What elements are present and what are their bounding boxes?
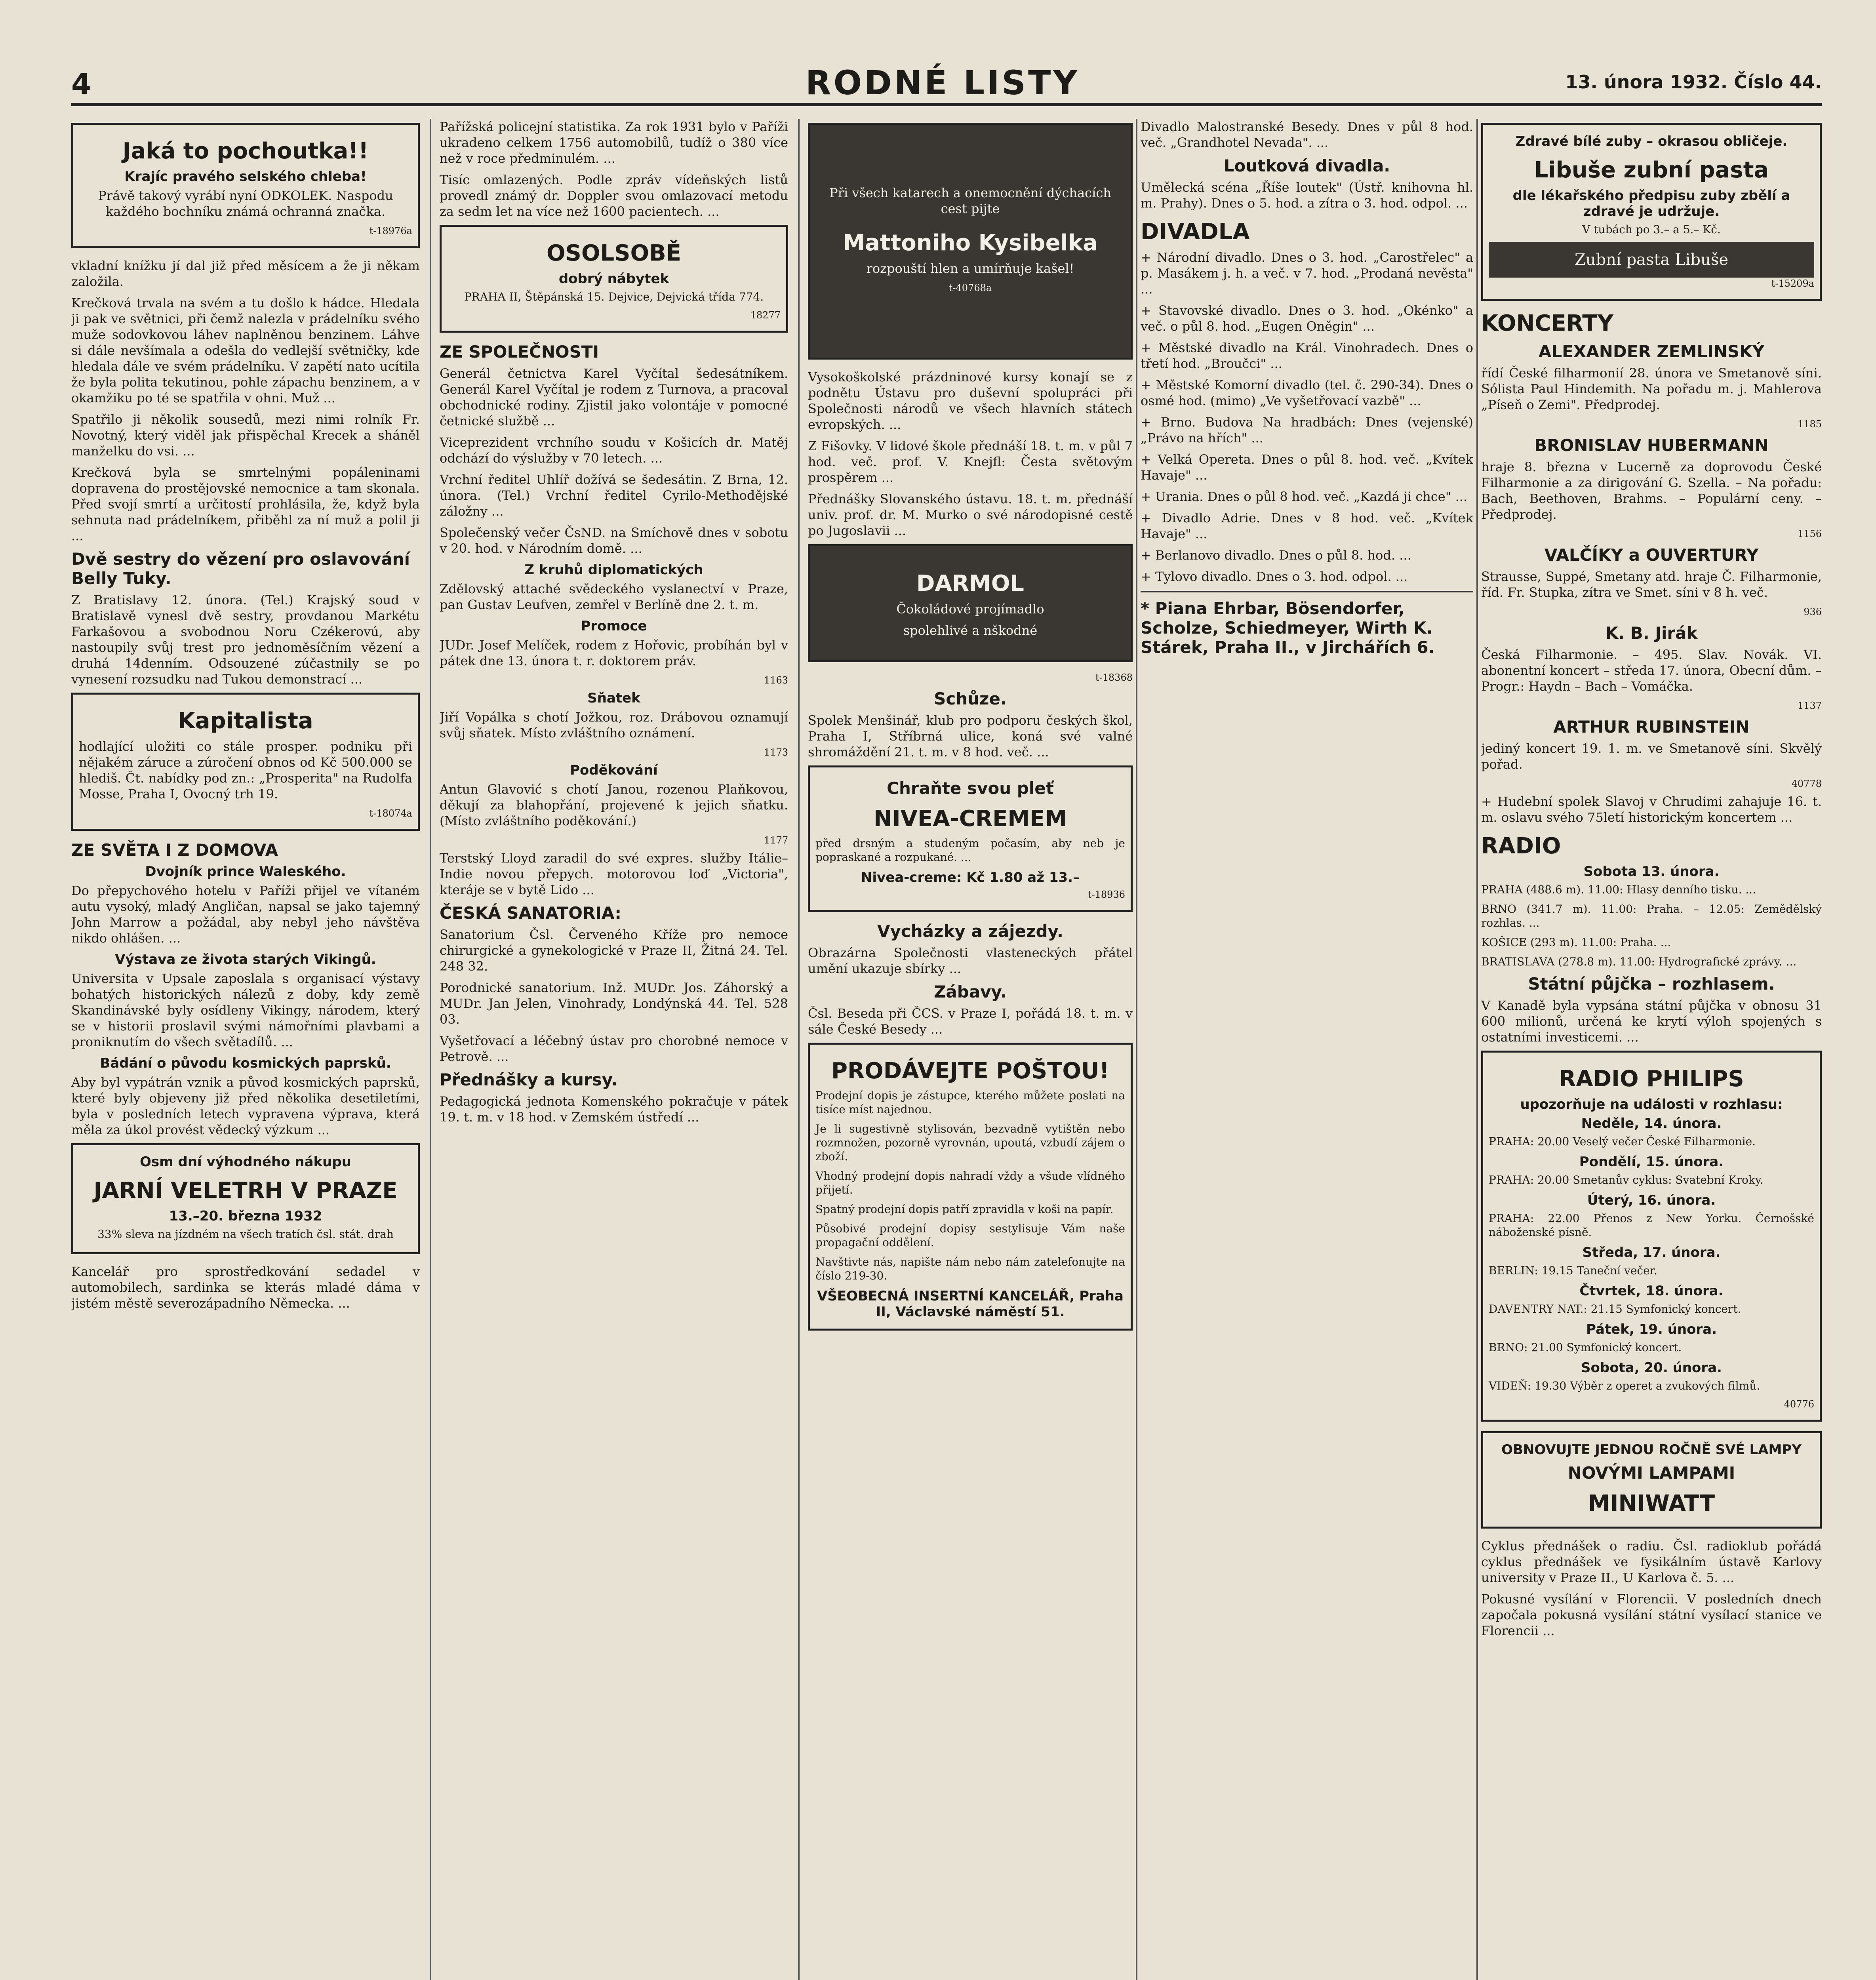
ad-line: spolehlivé a nškodné bbox=[903, 623, 1038, 638]
ad-title: DARMOL bbox=[916, 570, 1024, 596]
ad-code: 1156 bbox=[1797, 528, 1822, 539]
ad-code: t-18936 bbox=[1088, 889, 1125, 900]
article-text: Spatřilo ji několik sousedů, mezi nimi rolník Fr. Novotný, který viděl jak přispěchal Krecek a sháněl manželku do vsi. ... bbox=[71, 412, 420, 459]
concert-headline: ARTHUR RUBINSTEIN bbox=[1553, 717, 1750, 737]
ad-line: Spatný prodejní dopis patří zpravidla v koši na papír. bbox=[815, 1203, 1114, 1216]
article-text: + Městské Komorní divadlo (tel. č. 290-34). Dnes o osmé hod. (mimo) „Ve vyšetřovací vazbě" ... bbox=[1141, 377, 1473, 408]
ad-office: VŠEOBECNÁ INSERTNÍ KANCELÁŘ, Praha II, Václavské náměstí 51. bbox=[817, 1288, 1124, 1320]
ad-code: 936 bbox=[1804, 606, 1822, 617]
ad-body: Právě takový vyrábí nyní ODKOLEK. Naspodu každého bochníku známá ochranná značka. bbox=[98, 188, 393, 219]
mattoni-ad bbox=[808, 123, 1133, 360]
program-text: BERLIN: 19.15 Taneční večer. bbox=[1489, 1264, 1657, 1277]
ad-code: t-18368 bbox=[1095, 672, 1133, 683]
libuse-ad bbox=[1481, 123, 1822, 301]
article-text: Pařížská policejní statistika. Za rok 1931 bylo v Paříži ukradeno celkem 1756 automobilů, tudíž o 380 více než v roce předminulém. ... bbox=[440, 119, 788, 166]
article-text: Přednášky Slovanského ústavu. 18. t. m. přednáší univ. prof. dr. M. Murko o své národopisné cestě po Jugoslavii ... bbox=[808, 491, 1133, 538]
issue-date: 13. února 1932. Číslo 44. bbox=[1565, 71, 1822, 93]
nivea-ad bbox=[808, 765, 1133, 912]
column-3 bbox=[808, 119, 1133, 1980]
osolsobe-ad bbox=[440, 225, 788, 333]
article-text: Do přepychového hotelu v Paříži přijel ve vítaném autu vysoký, mladý Angličan, napsal se jako tajemný John Marrow a požádal, aby nebyl jeho návštěva nikdo ohlášen. ... bbox=[71, 883, 420, 946]
article-text: Zdělovský attaché svědeckého vyslanectví v Praze, pan Gustav Leufven, zemřel v Berlíně dne 2. t. m. bbox=[440, 581, 788, 612]
ad-code: 1163 bbox=[764, 675, 788, 686]
article-text: Universita v Upsale zaposlala s organisací výstavy bohatých historických nálezů z doby, kdy země Skandinávské byly osídleny Vikingy, národem, který se v historii proslavil svými námořními plavbami a proniknutím do všech světadílů. ... bbox=[71, 971, 420, 1049]
ad-line: Zdravé bílé zuby – okrasou obličeje. bbox=[1515, 133, 1788, 149]
concert-headline: K. B. Jirák bbox=[1605, 623, 1698, 643]
ad-line: Osm dní výhodného nákupu bbox=[140, 1154, 351, 1170]
column-divider bbox=[430, 119, 431, 1980]
article-text: + Divadlo Adrie. Dnes v 8 hod. več. „Kvítek Havaje" ... bbox=[1141, 510, 1473, 541]
article-text: + Velká Opereta. Dnes o půl 8. hod. več. „Kvítek Havaje" ... bbox=[1141, 452, 1473, 483]
ad-code: 1137 bbox=[1797, 700, 1822, 711]
ad-subtitle: Krajíc pravého selského chleba! bbox=[124, 169, 367, 185]
program-day: Středa, 17. února. bbox=[1582, 1245, 1721, 1260]
article-text: Kancelář pro sprostředkování sedadel v automobilech, sardinka se kterás mladé dáma v jistém městě severozápadního Německa. ... bbox=[71, 1264, 420, 1311]
ad-line: NOVÝMI LAMPAMI bbox=[1567, 1463, 1735, 1483]
concert-text: jediný koncert 19. 1. m. ve Smetanově síni. Skvělý pořad. bbox=[1481, 741, 1822, 772]
article-text: Spolek Menšinář, klub pro podporu českých škol, Praha I, Stříbrná ulice, koná své valné shromáždění 21. t. m. v 8 hod. več. ... bbox=[808, 713, 1133, 760]
radio-program: PRAHA (488.6 m). 11.00: Hlasy denního tisku. ... bbox=[1481, 883, 1756, 896]
article-headline: Výstava ze života starých Vikingů. bbox=[115, 952, 376, 967]
article-text: Společenský večer ČsND. na Smíchově dnes v sobotu v 20. hod. v Národním domě. ... bbox=[440, 525, 788, 556]
section-headline: Vycházky a zájezdy. bbox=[877, 921, 1064, 941]
ad-title: Mattoniho Kysibelka bbox=[843, 230, 1098, 256]
column-2 bbox=[440, 119, 788, 1980]
divider bbox=[1141, 591, 1473, 592]
ad-line: dle lékařského předpisu zuby zbělí a zdravé je udržuje. bbox=[1512, 188, 1790, 219]
program-text: BRNO: 21.00 Symfonický koncert. bbox=[1489, 1341, 1682, 1354]
article-text: + Urania. Dnes o půl 8 hod. več. „Kazdá ji chce" ... bbox=[1141, 489, 1468, 504]
article-text: Obrazárna Společnosti vlasteneckých přátel umění ukazuje sbírky ... bbox=[808, 945, 1133, 976]
article-text: Sanatorium Čsl. Červeného Kříže pro nemoce chirurgické a gynekologické v Praze II, Žitná 24. Tel. 248 32. bbox=[440, 927, 788, 974]
article-text: + Tylovo divadlo. Dnes o 3. hod. odpol. ... bbox=[1141, 569, 1408, 584]
ad-code: t-18976a bbox=[369, 225, 412, 236]
ad-price: Nivea-creme: Kč 1.80 až 13.– bbox=[861, 870, 1080, 885]
section-headline: KONCERTY bbox=[1481, 310, 1614, 336]
article-text: Z Bratislavy 12. února. (Tel.) Krajský soud v Bratislavě vynesl dvě sestry, provdanou Markétu Farkašovou a svobodnou Noru Czékerovú, aby nastoupily svůj trest pro jednoměsíčním vězení a druhá 14denním. Odsouzené zúčastnily se po vynesení rozsudku nad Tukou demonstrací ... bbox=[71, 592, 420, 687]
miniwatt-ad bbox=[1481, 1431, 1822, 1529]
ad-code: 1173 bbox=[764, 747, 788, 758]
section-subhead: Promoce bbox=[581, 618, 647, 634]
ad-line: OBNOVUJTE JEDNOU ROČNĚ SVÉ LAMPY bbox=[1501, 1442, 1802, 1458]
program-1 bbox=[1489, 1154, 1814, 1187]
ad-line: Navštivte nás, napište nám nebo nám zatelefonujte na číslo 219-30. bbox=[815, 1255, 1125, 1282]
article-text: Vysokoškolské prázdninové kursy konají se z podnětu Ústavu pro duševní spolupráci při Společnosti národů ve všech hlavních státech evropských. ... bbox=[808, 369, 1133, 432]
article-text: Cyklus přednášek o radiu. Čsl. radioklub pořádá cyklus přednášek ve fysikálním ústavě Karlovy university v Praze II., U Karlova č. 5. ... bbox=[1481, 1538, 1822, 1585]
ad-code: t-40768a bbox=[948, 282, 992, 293]
concert-text: Česká Filharmonie. – 495. Slav. Novák. VI. abonentní koncert – středa 17. února, Obecní dům. – Progr.: Haydn – Bach – Vomáčka. bbox=[1481, 647, 1822, 694]
ad-tag: dobrý nábytek bbox=[558, 271, 669, 287]
radio-program: KOŠICE (293 m). 11.00: Praha. ... bbox=[1481, 936, 1671, 949]
toothpaste-tube-icon bbox=[1489, 242, 1814, 278]
concert-text: řídí České filharmonií 28. února ve Smetanově síni. Sólista Paul Hindemith. Na pořadu m. j. Mahlerova „Píseň o Zemi". Předprodej. bbox=[1481, 366, 1822, 412]
article-text: V Kanadě byla vypsána státní půjčka v obnosu 31 600 milionů, určená ke krytí výloh spojených s ostatními investicemi. ... bbox=[1481, 998, 1822, 1045]
ad-code: 40776 bbox=[1784, 1399, 1814, 1410]
section-headline: ZE SPOLEČNOSTI bbox=[440, 342, 599, 362]
article-text: Viceprezident vrchního soudu v Košicích dr. Matěj odchází do výslužby v 70 letech. ... bbox=[440, 435, 788, 466]
article-text: Vrchní ředitel Uhlíř dožívá se šedesátin. Z Brna, 12. února. (Tel.) Vrchní ředitel Cyrilo-Methodějské záložny ... bbox=[440, 472, 788, 519]
column-divider bbox=[1476, 119, 1478, 1980]
piana-ad: * Piana Ehrbar, Bösendorfer, Scholze, Schiedmeyer, Wirth K. Stárek, Praha II., v Jirchářích 6. bbox=[1141, 599, 1435, 657]
ad-line: Čokoládové projímadlo bbox=[896, 601, 1044, 617]
article-text: Krečková trvala na svém a tu došlo k hádce. Hledala ji pak ve světnici, při čemž nalezla v prádelníku svého muže sodovkovou láhev naplněnou benzinem. Láhve si dále nevšímala a odešla do vedlejší světničky, kde hledala dále ve svém prádelníku. V zapětí nato ucítila že byla polita tekutinou, pohle zápachu benzinem, a v okamžiku po té se spatřila v ohni. Muž ... bbox=[71, 295, 420, 406]
program-day: Sobota, 20. února. bbox=[1581, 1360, 1722, 1376]
program-text: DAVENTRY NAT.: 21.15 Symfonický koncert. bbox=[1489, 1302, 1741, 1316]
darmol-ad bbox=[808, 544, 1133, 662]
article-text: Čsl. Beseda při ČCS. v Praze I, pořádá 18. t. m. v sále České Besedy ... bbox=[808, 1006, 1133, 1037]
ad-title: NIVEA-CREMEM bbox=[873, 806, 1067, 832]
section-subhead: Z kruhů diplomatických bbox=[524, 562, 703, 578]
ad-code: 18277 bbox=[750, 310, 781, 321]
ad-code: 40778 bbox=[1791, 778, 1822, 789]
ad-code: t-18074a bbox=[369, 808, 412, 819]
ad-title: PRODÁVEJTE POŠTOU! bbox=[831, 1058, 1109, 1084]
veletrh-ad bbox=[71, 1143, 420, 1254]
page-header bbox=[71, 59, 1822, 106]
program-6 bbox=[1489, 1360, 1814, 1393]
program-text: PRAHA: 20.00 Veselý večer České Filharmonie. bbox=[1489, 1135, 1756, 1148]
section-headline: RADIO bbox=[1481, 833, 1561, 859]
program-day: Čtvrtek, 18. února. bbox=[1579, 1283, 1724, 1299]
concert-headline: ALEXANDER ZEMLINSKÝ bbox=[1538, 342, 1765, 361]
ad-code: t-15209a bbox=[1771, 278, 1814, 289]
ad-line: V tubách po 3.– a 5.– Kč. bbox=[1582, 223, 1721, 236]
column-1 bbox=[71, 119, 420, 1980]
program-day: Neděle, 14. února. bbox=[1581, 1116, 1722, 1131]
concert-text: Strausse, Suppé, Smetany atd. hraje Č. Filharmonie, říd. Fr. Stupka, zítra ve Smet. síni v 8 h. več. bbox=[1481, 569, 1822, 600]
program-2 bbox=[1489, 1192, 1814, 1239]
article-text: Pokusné vysílání v Florencii. V posledních dnech započala pokusná vysílání státní vysílací stanice ve Florencii ... bbox=[1481, 1592, 1822, 1638]
section-headline: DIVADLA bbox=[1141, 219, 1250, 245]
ad-subtitle: upozorňuje na události v rozhlasu: bbox=[1520, 1097, 1783, 1112]
article-text: vkladní knížku jí dal již před měsícem a že ji někam založila. bbox=[71, 258, 420, 289]
program-day: Pondělí, 15. února. bbox=[1579, 1154, 1724, 1170]
ad-title: Jaká to pochoutka!! bbox=[122, 138, 369, 164]
article-headline: Dvojník prince Waleského. bbox=[145, 864, 346, 880]
program-4 bbox=[1489, 1283, 1814, 1316]
section-subhead: Poděkování bbox=[570, 762, 658, 778]
column-5 bbox=[1481, 119, 1822, 1980]
section-headline: Loutková divadla. bbox=[1223, 156, 1390, 175]
article-text: + Brno. Budova Na hradbách: Dnes (vejenské) „Právo na hřích" ... bbox=[1141, 415, 1473, 446]
ad-title: RADIO PHILIPS bbox=[1559, 1066, 1744, 1092]
article-text: Krečková byla se smrtelnými popáleninami dopravena do prostějovské nemocnice a tam skonala. Před svojí smrtí a určitostí prohlásila, že, když byla sehnuta nad prádelníkem, přiběhl za ní muž a polil ji ... bbox=[71, 465, 420, 543]
article-text: Vyšetřovací a léčebný ústav pro chorobné nemoce v Petrově. ... bbox=[440, 1033, 788, 1064]
radio-day: Sobota 13. února. bbox=[1583, 864, 1720, 880]
article-text: Tisíc omlazených. Podle zpráv vídeňských listů provedl známý dr. Doppler svou omlazovací metodu za sedm let na více než 1600 pacientech. ... bbox=[440, 172, 788, 219]
program-0 bbox=[1489, 1116, 1814, 1148]
ad-line: Je li sugestivně stylisován, bezvadně vytištěn nebo rozmnožen, pozorně vyrovnán, upoutá, vzbudí zájem o zboží. bbox=[815, 1122, 1125, 1163]
concert-text: hraje 8. března v Lucerně za doprovodu České Filharmonie a za dirigování G. Szella. – Na pořadu: Bach, Beethoven, Brahms. – Populární ceny. – Předprodej. bbox=[1481, 459, 1822, 522]
concert-headline: VALČÍKY a OUVERTURY bbox=[1544, 545, 1759, 565]
article-text: + Stavovské divadlo. Dnes o 3. hod. „Okénko" a več. o půl 8. hod. „Eugen Oněgin" ... bbox=[1141, 303, 1473, 334]
ad-code: 1177 bbox=[764, 835, 788, 846]
article-headline: Bádání o původu kosmických paprsků. bbox=[100, 1055, 391, 1071]
ad-body: hodlající uložiti co stále prosper. podniku při nějakém záruce a zúročení obnos od Kč 500.000 se hlediš. Čt. nabídky pod zn.: „Prosperita" na Rudolfa Mosse, Praha I, Ovocný trh 19. bbox=[79, 739, 412, 802]
article-text: Aby byl vypátrán vznik a původ kosmických paprsků, které byly objeveny již před několika desetiletími, byla v posledních letech vypravena výprava, která měla za úkol provést vědecký výzkum ... bbox=[71, 1075, 420, 1137]
program-text: VIDEŇ: 19.30 Výběr z operet a zvukových filmů. bbox=[1489, 1379, 1760, 1392]
ad-line: Při všech katarech a onemocnění dýchacích cest pijte bbox=[829, 185, 1111, 216]
ad-line: Působivé prodejní dopisy sestylisuje Vám naše propagační oddělení. bbox=[815, 1222, 1125, 1249]
article-text: Pedagogická jednota Komenského pokračuje v pátek 19. t. m. v 18 hod. v Zemském ústředí ... bbox=[440, 1094, 788, 1125]
article-text: Antun Glavović s chotí Janou, rozenou Plaňkovou, děkují za blahopřání, projevené k jejich sňatku. (Místo zvláštního poděkování.) bbox=[440, 782, 788, 828]
ad-code: 1185 bbox=[1797, 419, 1822, 430]
program-5 bbox=[1489, 1321, 1814, 1354]
odkolek-ad bbox=[71, 123, 420, 248]
program-day: Pátek, 19. února. bbox=[1586, 1321, 1717, 1337]
ad-title: Kapitalista bbox=[178, 708, 313, 734]
article-headline: Státní půjčka – rozhlasem. bbox=[1528, 974, 1775, 994]
column-divider bbox=[1136, 119, 1137, 1980]
ad-title: JARNÍ VELETRH V PRAZE bbox=[93, 1178, 398, 1203]
page-number: 4 bbox=[71, 67, 91, 101]
article-text: JUDr. Josef Melíček, rodem z Hořovic, probíhán byl v pátek dne 13. února t. r. doktorem práv. bbox=[440, 638, 788, 668]
ad-line: 13.–20. března 1932 bbox=[169, 1208, 322, 1224]
ad-line: rozpouští hlen a umírňuje kašel! bbox=[866, 261, 1074, 276]
posta-ad bbox=[808, 1043, 1133, 1331]
article-headline: Dvě sestry do vězení pro oslavování Belly Tuky. bbox=[71, 549, 410, 588]
article-text: Umělecká scéna „Říše loutek" (Ústř. knihovna hl. m. Prahy). Dnes o 5. hod. a zítra o 3. hod. odpol. ... bbox=[1141, 180, 1473, 211]
article-text: Z Fišovky. V lidové škole přednáší 18. t. m. v půl 7 hod. več. prof. V. Knejfl: Česta světovým prospěrem ... bbox=[808, 438, 1133, 485]
tube-label: Zubní pasta Libuše bbox=[1575, 251, 1728, 269]
program-day: Úterý, 16. února. bbox=[1587, 1192, 1716, 1208]
article-text: Generál četnictva Karel Vyčítal šedesátníkem. Generál Karel Vyčítal je rodem z Turnova, a pracoval obchodnické rodiny. Zjistil jako volontáje v pomocné četnické službě ... bbox=[440, 366, 788, 428]
section-headline: ZE SVĚTA I Z DOMOVA bbox=[71, 840, 278, 860]
program-text: PRAHA: 22.00 Přenos z New Yorku. Černošské náboženské písně. bbox=[1489, 1212, 1814, 1239]
section-headline: ČESKÁ SANATORIA: bbox=[440, 903, 621, 923]
article-text: Jiří Vopálka s chotí Jožkou, roz. Drábovou oznamují svůj sňatek. Místo zvláštního oznámení. bbox=[440, 710, 788, 741]
article-text: + Berlanovo divadlo. Dnes o půl 8. hod. ... bbox=[1141, 548, 1411, 563]
philips-ad bbox=[1481, 1051, 1822, 1422]
column-divider bbox=[798, 119, 800, 1980]
article-text: Terstský Lloyd zaradil do své expres. služby Itálie–Indie novou přepych. motorovou loď „Victoria", kteráje se v bytě Lido ... bbox=[440, 851, 788, 897]
section-subhead: Sňatek bbox=[587, 690, 640, 706]
article-text: + Městské divadlo na Král. Vinohradech. Dnes o třetí hod. „Broučci" ... bbox=[1141, 340, 1473, 371]
ad-line: 33% sleva na jízdném na všech tratích čsl. stát. drah bbox=[97, 1228, 394, 1241]
section-headline: Schůze. bbox=[934, 689, 1007, 708]
radio-program: BRNO (341.7 m). 11.00: Praha. – 12.05: Zemědělský rozhlas. ... bbox=[1481, 902, 1822, 929]
concert-headline: BRONISLAV HUBERMANN bbox=[1534, 436, 1769, 455]
article-text: + Hudební spolek Slavoj v Chrudimi zahajuje 16. t. m. oslavu svého 75letí historickým koncertem ... bbox=[1481, 794, 1822, 825]
radio-program: BRATISLAVA (278.8 m). 11.00: Hydrografické zprávy. ... bbox=[1481, 955, 1797, 968]
ad-line: Vhodný prodejní dopis nahradí vždy a všude vlídného přijetí. bbox=[815, 1169, 1125, 1196]
ad-line: před drsným a studeným počasím, aby neb je popraskané a rozpukané. ... bbox=[815, 837, 1125, 864]
ad-title: MINIWATT bbox=[1588, 1491, 1715, 1516]
ad-address: PRAHA II, Štěpánská 15. Dejvice, Dejvická třída 774. bbox=[464, 290, 764, 303]
program-3 bbox=[1489, 1245, 1814, 1277]
ad-line: Prodejní dopis je zástupce, kterého můžete poslati na tisíce míst najednou. bbox=[815, 1089, 1125, 1116]
section-headline: Zábavy. bbox=[933, 982, 1007, 1001]
kapitalista-ad bbox=[71, 693, 420, 831]
ad-line: Chraňte svou pleť bbox=[887, 779, 1054, 798]
article-text: Divadlo Malostranské Besedy. Dnes v půl 8 hod. več. „Grandhotel Nevada". ... bbox=[1141, 119, 1473, 150]
article-text: Porodnické sanatorium. Inž. MUDr. Jos. Záhorský a MUDr. Jan Jelen, Vinohrady, Londýnská 44. Tel. 528 03. bbox=[440, 980, 788, 1027]
ad-title: OSOLSOBĚ bbox=[546, 240, 682, 266]
section-headline: Přednášky a kursy. bbox=[440, 1070, 618, 1089]
article-text: + Národní divadlo. Dnes o 3. hod. „Carostřelec" a p. Masákem j. h. a več. v 7. hod. „Prodaná nevěsta" ... bbox=[1141, 250, 1473, 297]
masthead: RODNÉ LISTY bbox=[805, 63, 1080, 102]
ad-title: Libuše zubní pasta bbox=[1534, 157, 1769, 183]
column-4 bbox=[1141, 119, 1473, 1980]
program-text: PRAHA: 20.00 Smetanův cyklus: Svatební Kroky. bbox=[1489, 1173, 1764, 1186]
